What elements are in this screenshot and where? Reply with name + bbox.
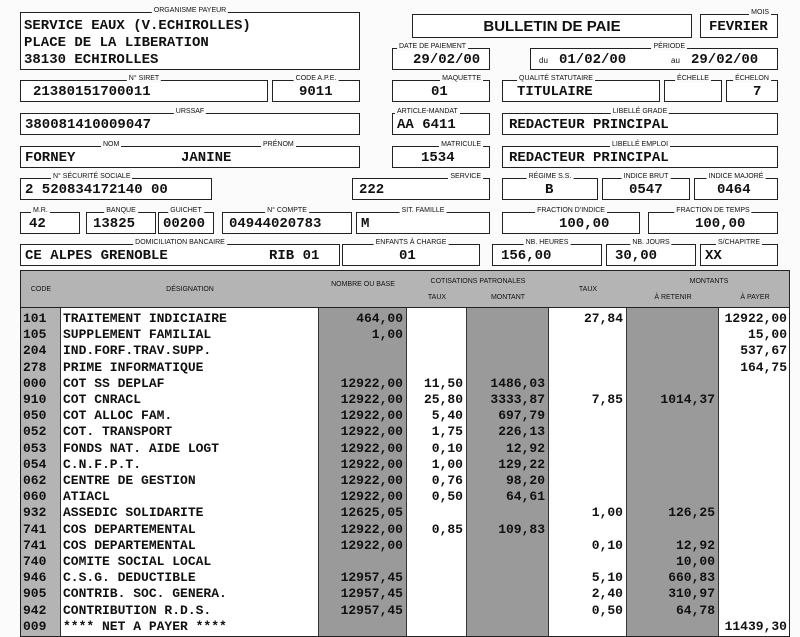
table-row [21, 570, 789, 586]
cell-designation: TRAITEMENT INDICIAIRE [63, 311, 227, 326]
header-ptaux: TAUX [427, 294, 447, 301]
au-label: au [671, 56, 680, 65]
nb-heures-label: NB. HEURES [525, 239, 569, 246]
nb-heures-box [492, 239, 602, 266]
fraction-indice-label: FRACTION D'INDICE [537, 207, 605, 214]
service-label: SERVICE [450, 173, 481, 180]
urssaf-value: 380081410009047 [25, 117, 152, 133]
table-header [21, 271, 789, 308]
cell-nombre: 12922,00 [340, 392, 403, 407]
echelon-value: 7 [753, 84, 762, 100]
table-row [21, 619, 789, 635]
date-paiement-value: 29/02/00 [413, 52, 481, 68]
cell-designation: C.N.F.P.T. [63, 456, 142, 472]
prenom-value: JANINE [181, 150, 232, 166]
echelon-box [726, 75, 778, 102]
cell-code: 060 [23, 489, 47, 505]
service-value: 222 [359, 182, 385, 198]
mois-value: FEVRIER [709, 19, 768, 35]
table-row [21, 408, 789, 424]
compte-label: N° COMPTE [267, 207, 307, 214]
cell-nombre: 12922,00 [340, 408, 403, 424]
enfants-box [342, 239, 480, 266]
cell-code: 741 [23, 521, 47, 537]
nom-label: NOM [103, 141, 120, 148]
cell-pmontant: 98,20 [505, 473, 545, 488]
table-row [21, 522, 789, 538]
mois-box [700, 9, 778, 38]
cell-code: 905 [23, 586, 47, 602]
nb-jours-box [606, 239, 696, 266]
cell-taux: 1,00 [591, 505, 623, 521]
cell-taux: 0,10 [591, 537, 623, 553]
cell-designation: COMITE SOCIAL LOCAL [63, 554, 212, 569]
cell-taux: 5,10 [591, 570, 623, 586]
du-label: du [539, 56, 548, 65]
cell-pmontant: 226,13 [498, 424, 545, 440]
cell-designation: C.S.G. DEDUCTIBLE [63, 570, 196, 586]
cell-retenir: 64,78 [675, 602, 715, 618]
cell-code: 000 [23, 375, 47, 391]
cell-code: 204 [23, 343, 47, 359]
cell-nombre: 12922,00 [340, 537, 403, 553]
table-row [21, 554, 789, 570]
employer-label: ORGANISME PAYEUR [153, 7, 227, 14]
cell-designation: COT SS DEPLAF [63, 375, 165, 391]
article-box [392, 108, 490, 135]
nom-box [20, 141, 360, 168]
cell-nombre: 12957,45 [340, 602, 403, 618]
indice-brut-box [602, 173, 690, 200]
urssaf-box [20, 108, 360, 135]
guichet-label: GUICHET [170, 207, 202, 214]
cell-designation: ATIACL [63, 489, 110, 505]
cell-ptaux: 0,76 [431, 473, 463, 488]
cell-ptaux: 0,85 [431, 521, 463, 537]
cell-ptaux: 0,10 [431, 440, 463, 456]
grade-box [502, 108, 778, 135]
maquette-value: 01 [431, 84, 448, 100]
page-title: BULLETIN DE PAIE [483, 18, 621, 35]
ape-label: CODE A.P.E. [295, 75, 337, 82]
schapitre-label: S/CHAPITRE [717, 239, 761, 246]
qualite-value: TITULAIRE [517, 84, 593, 100]
indice-majore-label: INDICE MAJORÉ [708, 173, 764, 180]
cell-code: 740 [23, 554, 47, 569]
cell-ptaux: 0,50 [431, 489, 463, 505]
cell-pmontant: 129,22 [498, 456, 545, 472]
cell-designation: CONTRIBUTION R.D.S. [63, 602, 212, 618]
mr-value: 42 [29, 216, 46, 232]
employer-box [20, 7, 360, 70]
cell-nombre: 12625,05 [340, 505, 403, 521]
nom-value: FORNEY [25, 150, 76, 166]
cell-retenir: 310,97 [668, 586, 715, 602]
nb-heures-value: 156,00 [501, 248, 552, 264]
cell-designation: **** NET A PAYER **** [63, 618, 227, 634]
sit-famille-box [356, 207, 490, 234]
cell-pmontant: 3333,87 [490, 392, 545, 407]
table-row [21, 392, 789, 408]
cell-designation: CONTRIB. SOC. GENERA. [63, 586, 227, 602]
date-paiement-label: DATE DE PAIEMENT [399, 43, 467, 50]
cell-designation: CENTRE DE GESTION [63, 473, 196, 488]
table-row [21, 603, 789, 619]
cell-pmontant: 1486,03 [490, 375, 545, 391]
siret-value: 21380151700011 [33, 84, 151, 100]
cell-nombre: 12922,00 [340, 489, 403, 505]
cell-taux: 2,40 [591, 586, 623, 602]
secu-value: 2 520834172140 00 [25, 182, 168, 198]
nb-jours-value: 30,00 [615, 248, 658, 264]
cell-payer: 12922,00 [724, 311, 787, 326]
cle-value: M [361, 216, 370, 232]
cell-nombre: 12922,00 [340, 440, 403, 456]
article-value: AA 6411 [397, 117, 456, 133]
cell-code: 105 [23, 327, 47, 343]
cell-ptaux: 1,00 [431, 456, 463, 472]
table-row [21, 441, 789, 457]
title-box [412, 14, 692, 38]
table-row [21, 473, 789, 489]
cell-ptaux: 1,75 [431, 424, 463, 440]
compte-value: 04944020783 [229, 216, 322, 232]
cell-code: 101 [23, 311, 47, 326]
mr-box [20, 207, 80, 234]
cell-designation: PRIME INFORMATIQUE [63, 359, 204, 375]
employer-line2: PLACE DE LA LIBERATION [24, 35, 209, 51]
qualite-label: QUALITÉ STATUTAIRE [519, 75, 593, 82]
cell-code: 946 [23, 570, 47, 586]
cell-code: 942 [23, 602, 47, 618]
ape-box [272, 75, 360, 102]
periode-du: 01/02/00 [559, 52, 627, 68]
employer-line3: 38130 ECHIROLLES [24, 52, 159, 68]
guichet-box [158, 207, 214, 234]
cell-designation: COS DEPARTEMENTAL [63, 537, 196, 553]
emploi-box [502, 141, 778, 168]
cell-nombre: 464,00 [356, 311, 403, 326]
cell-retenir: 12,92 [675, 537, 715, 553]
cell-designation: ASSEDIC SOLIDARITE [63, 505, 204, 521]
cell-pmontant: 12,92 [505, 440, 545, 456]
cell-code: 009 [23, 618, 47, 634]
matricule-box [392, 141, 490, 168]
cell-code: 050 [23, 408, 47, 424]
header-payer: À PAYER [740, 294, 770, 301]
cell-code: 910 [23, 392, 47, 407]
cell-payer: 11439,30 [724, 618, 787, 634]
payslip-table [20, 270, 790, 637]
cell-pmontant: 64,61 [505, 489, 545, 505]
guichet-value: 00200 [163, 216, 206, 232]
cell-payer: 15,00 [747, 327, 787, 343]
indice-majore-value: 0464 [717, 182, 751, 198]
cell-payer: 537,67 [740, 343, 787, 359]
cell-retenir: 1014,37 [660, 392, 715, 407]
table-row [21, 424, 789, 440]
fraction-temps-label: FRACTION DE TEMPS [676, 207, 750, 214]
cell-designation: COT CNRACL [63, 392, 142, 407]
grade-value: REDACTEUR PRINCIPAL [509, 117, 669, 133]
header-pmontant: MONTANT [490, 294, 526, 301]
matricule-label: MATRICULE [441, 141, 481, 148]
cell-designation: COT ALLOC FAM. [63, 408, 173, 424]
service-box [352, 173, 490, 200]
siret-label: N° SIRET [128, 75, 160, 82]
secu-label: N° SÉCURITÉ SOCIALE [53, 173, 131, 180]
table-row [21, 538, 789, 554]
echelon-label: ÉCHELON [735, 75, 769, 82]
cell-taux: 27,84 [583, 311, 623, 326]
cell-pmontant: 109,83 [498, 521, 545, 537]
banque-box [86, 207, 156, 234]
cell-nombre: 1,00 [371, 327, 403, 343]
indice-brut-value: 0547 [629, 182, 663, 198]
matricule-value: 1534 [421, 150, 455, 166]
periode-label: PÉRIODE [653, 43, 685, 50]
indice-majore-box [694, 173, 778, 200]
cell-code: 053 [23, 440, 47, 456]
cell-ptaux: 11,50 [423, 375, 463, 391]
regime-box [502, 173, 598, 200]
maquette-box [392, 75, 490, 102]
indice-brut-label: INDICE BRUT [623, 173, 669, 180]
echelle-box [664, 75, 722, 102]
cell-nombre: 12922,00 [340, 473, 403, 488]
grade-label: LIBELLÉ GRADE [612, 108, 668, 115]
cell-ptaux: 25,80 [423, 392, 463, 407]
table-row [21, 505, 789, 521]
cell-designation: FONDS NAT. AIDE LOGT [63, 440, 220, 456]
domiciliation-value: CE ALPES GRENOBLE [25, 248, 168, 264]
maquette-label: MAQUETTE [442, 75, 481, 82]
emploi-value: REDACTEUR PRINCIPAL [509, 150, 669, 166]
fraction-indice-value: 100,00 [559, 216, 610, 232]
mr-label: M.R. [33, 207, 48, 214]
fraction-temps-value: 100,00 [695, 216, 746, 232]
header-montants: MONTANTS [689, 278, 729, 285]
article-label: ARTICLE-MANDAT [397, 108, 458, 115]
cell-retenir: 660,83 [668, 570, 715, 586]
table-row [21, 586, 789, 602]
table-row [21, 327, 789, 343]
periode-box [530, 43, 778, 70]
cell-nombre: 12922,00 [340, 521, 403, 537]
cell-code: 932 [23, 505, 47, 521]
date-paiement-box [392, 43, 490, 70]
siret-box [20, 75, 268, 102]
domiciliation-box [20, 239, 340, 266]
echelle-label: ÉCHELLE [677, 75, 709, 82]
regime-label: RÉGIME S.S. [528, 173, 572, 180]
secu-box [20, 173, 212, 200]
table-row [21, 489, 789, 505]
header-cotisations: COTISATIONS PATRONALES [430, 278, 526, 285]
cell-code: 278 [23, 359, 47, 375]
header-retenir: À RETENIR [654, 294, 692, 301]
ape-value: 9011 [299, 84, 333, 100]
cell-designation: IND.FORF.TRAV.SUPP. [63, 343, 212, 359]
cell-nombre: 12957,45 [340, 570, 403, 586]
rib-value: RIB 01 [269, 248, 320, 264]
qualite-box [502, 75, 660, 102]
cell-payer: 164,75 [740, 359, 787, 375]
cell-taux: 0,50 [591, 602, 623, 618]
cell-retenir: 10,00 [675, 554, 715, 569]
urssaf-label: URSSAF [175, 108, 205, 115]
fraction-indice-box [502, 207, 640, 234]
cell-ptaux: 5,40 [431, 408, 463, 424]
enfants-label: ENFANTS À CHARGE [375, 239, 447, 246]
cell-retenir: 126,25 [668, 505, 715, 521]
mois-label: MOIS [751, 9, 769, 16]
fraction-temps-box [648, 207, 778, 234]
cell-code: 062 [23, 473, 47, 488]
banque-value: 13825 [93, 216, 136, 232]
cell-nombre: 12957,45 [340, 586, 403, 602]
cell-code: 054 [23, 456, 47, 472]
regime-value: B [545, 182, 554, 198]
table-row [21, 376, 789, 392]
domiciliation-label: DOMICILIATION BANCAIRE [135, 239, 225, 246]
schapitre-value: XX [705, 248, 722, 264]
periode-au: 29/02/00 [691, 52, 759, 68]
header-code: CODE [30, 286, 52, 293]
cell-designation: COT. TRANSPORT [63, 424, 173, 440]
cell-code: 741 [23, 537, 47, 553]
enfants-value: 01 [399, 248, 416, 264]
cell-nombre: 12922,00 [340, 424, 403, 440]
cell-nombre: 12922,00 [340, 375, 403, 391]
sit-famille-label: SIT. FAMILLE [401, 207, 445, 214]
header-designation: DÉSIGNATION [166, 286, 214, 293]
banque-label: BANQUE [106, 207, 136, 214]
cell-pmontant: 697,79 [498, 408, 545, 424]
table-row [21, 343, 789, 359]
emploi-label: LIBELLÉ EMPLOI [611, 141, 669, 148]
nb-jours-label: NB. JOURS [632, 239, 670, 246]
schapitre-box [700, 239, 778, 266]
header-taux: TAUX [578, 286, 598, 293]
header-nombre: NOMBRE OU BASE [331, 281, 395, 288]
compte-box [222, 207, 352, 234]
prenom-label: PRÉNOM [263, 141, 294, 148]
cell-code: 052 [23, 424, 47, 440]
employer-line1: SERVICE EAUX (V.ECHIROLLES) [24, 18, 251, 34]
table-row [21, 360, 789, 376]
cell-designation: SUPPLEMENT FAMILIAL [63, 327, 212, 343]
table-row [21, 311, 789, 327]
cell-nombre: 12922,00 [340, 456, 403, 472]
cell-designation: COS DEPARTEMENTAL [63, 521, 196, 537]
cell-taux: 7,85 [591, 392, 623, 407]
table-row [21, 457, 789, 473]
